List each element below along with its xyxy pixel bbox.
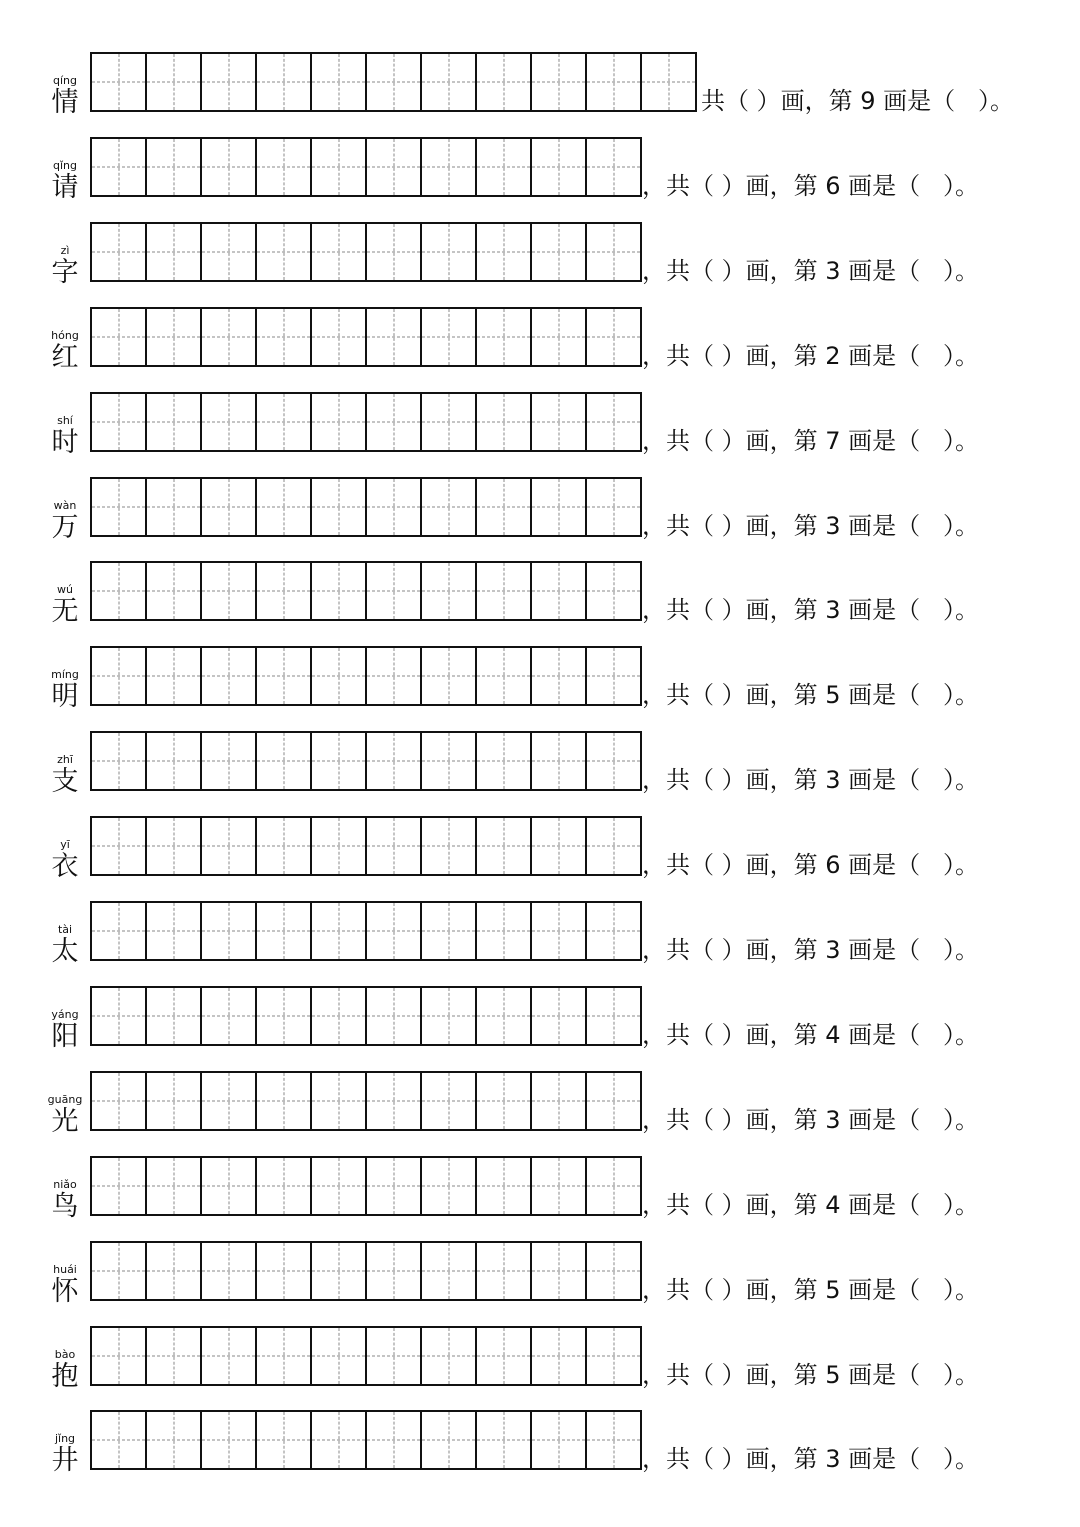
writing-cell[interactable] <box>532 1158 587 1214</box>
writing-cell[interactable] <box>477 648 532 704</box>
character-label <box>40 1410 90 1490</box>
writing-cell[interactable] <box>257 139 312 195</box>
writing-cell[interactable] <box>477 139 532 195</box>
writing-cell[interactable] <box>92 903 147 959</box>
worksheet-row <box>0 477 1080 557</box>
character-label <box>40 222 90 302</box>
pinyin-label: hóng <box>51 328 79 342</box>
hanzi-character: 井 <box>51 1445 79 1477</box>
worksheet-row <box>0 1241 1080 1321</box>
writing-cell[interactable] <box>367 1073 422 1129</box>
character-label <box>40 646 90 726</box>
writing-cell[interactable] <box>587 479 642 535</box>
character-label <box>40 731 90 811</box>
writing-cell[interactable] <box>477 479 532 535</box>
character-label <box>40 1326 90 1406</box>
writing-cell[interactable] <box>257 1412 312 1468</box>
writing-cell[interactable] <box>202 1412 257 1468</box>
writing-cell[interactable] <box>422 394 477 450</box>
writing-cell[interactable] <box>477 1243 532 1299</box>
writing-cell[interactable] <box>422 1158 477 1214</box>
writing-cell[interactable] <box>367 988 422 1044</box>
writing-cell[interactable] <box>202 139 257 195</box>
stroke-question: ，共（ ）画，第 7 画是（ ）。 <box>642 426 980 455</box>
writing-cell[interactable] <box>147 1412 202 1468</box>
writing-cell[interactable] <box>587 1412 642 1468</box>
writing-cell[interactable] <box>202 988 257 1044</box>
writing-cell[interactable] <box>147 394 202 450</box>
writing-grid <box>90 137 642 197</box>
character-label <box>40 986 90 1066</box>
writing-grid <box>90 1241 642 1301</box>
writing-cell[interactable] <box>477 563 532 619</box>
hanzi-character: 无 <box>51 596 79 628</box>
pinyin-label: yī <box>60 838 70 852</box>
writing-cell[interactable] <box>587 988 642 1044</box>
writing-cell[interactable] <box>532 1243 587 1299</box>
writing-cell[interactable] <box>477 309 532 365</box>
writing-cell[interactable] <box>532 54 587 110</box>
writing-cell[interactable] <box>422 54 477 110</box>
writing-cell[interactable] <box>477 818 532 874</box>
writing-cell[interactable] <box>147 1073 202 1129</box>
stroke-question: ，共（ ）画，第 3 画是（ ）。 <box>642 766 980 795</box>
writing-cell[interactable] <box>92 648 147 704</box>
writing-cell[interactable] <box>92 394 147 450</box>
writing-cell[interactable] <box>422 224 477 280</box>
writing-cell[interactable] <box>202 648 257 704</box>
writing-cell[interactable] <box>587 394 642 450</box>
writing-cell[interactable] <box>92 309 147 365</box>
writing-cell[interactable] <box>312 309 367 365</box>
worksheet-row <box>0 986 1080 1066</box>
hanzi-character: 抱 <box>51 1360 79 1392</box>
writing-cell[interactable] <box>92 1412 147 1468</box>
writing-cell[interactable] <box>422 139 477 195</box>
writing-cell[interactable] <box>202 309 257 365</box>
writing-cell[interactable] <box>422 1328 477 1384</box>
writing-cell[interactable] <box>587 1073 642 1129</box>
writing-cell[interactable] <box>147 309 202 365</box>
writing-cell[interactable] <box>642 54 697 110</box>
worksheet-row <box>0 1410 1080 1490</box>
pinyin-label: wàn <box>53 498 77 512</box>
writing-cell[interactable] <box>532 1412 587 1468</box>
writing-cell[interactable] <box>422 818 477 874</box>
writing-cell[interactable] <box>312 224 367 280</box>
writing-cell[interactable] <box>257 1328 312 1384</box>
writing-cell[interactable] <box>92 1243 147 1299</box>
writing-cell[interactable] <box>367 394 422 450</box>
writing-cell[interactable] <box>92 139 147 195</box>
hanzi-character: 红 <box>51 341 79 373</box>
writing-cell[interactable] <box>367 903 422 959</box>
character-label <box>40 561 90 641</box>
hanzi-character: 怀 <box>51 1275 79 1307</box>
writing-cell[interactable] <box>202 479 257 535</box>
writing-cell[interactable] <box>147 733 202 789</box>
writing-cell[interactable] <box>587 54 642 110</box>
writing-cell[interactable] <box>422 479 477 535</box>
writing-grid <box>90 646 642 706</box>
writing-cell[interactable] <box>257 988 312 1044</box>
writing-grid <box>90 561 642 621</box>
writing-grid <box>90 1326 642 1386</box>
writing-cell[interactable] <box>92 479 147 535</box>
writing-cell[interactable] <box>92 988 147 1044</box>
writing-cell[interactable] <box>532 394 587 450</box>
worksheet-row <box>0 1326 1080 1406</box>
character-label <box>40 1071 90 1151</box>
writing-cell[interactable] <box>532 1073 587 1129</box>
writing-cell[interactable] <box>532 988 587 1044</box>
character-label <box>40 1241 90 1321</box>
writing-cell[interactable] <box>202 1158 257 1214</box>
writing-cell[interactable] <box>422 563 477 619</box>
pinyin-label: huái <box>53 1262 77 1276</box>
worksheet-row <box>0 731 1080 811</box>
writing-cell[interactable] <box>202 54 257 110</box>
pinyin-label: qǐng <box>53 158 77 172</box>
character-label <box>40 392 90 472</box>
hanzi-character: 衣 <box>51 851 79 883</box>
writing-cell[interactable] <box>312 563 367 619</box>
stroke-question: ，共（ ）画，第 3 画是（ ）。 <box>642 256 980 285</box>
worksheet-row <box>0 52 1080 132</box>
writing-cell[interactable] <box>587 1243 642 1299</box>
stroke-question: ，共（ ）画，第 3 画是（ ）。 <box>642 1105 980 1134</box>
writing-cell[interactable] <box>312 733 367 789</box>
writing-cell[interactable] <box>587 648 642 704</box>
writing-cell[interactable] <box>532 563 587 619</box>
writing-cell[interactable] <box>202 903 257 959</box>
writing-cell[interactable] <box>477 1328 532 1384</box>
writing-cell[interactable] <box>202 394 257 450</box>
writing-cell[interactable] <box>312 54 367 110</box>
writing-grid <box>90 1156 642 1216</box>
character-label <box>40 1156 90 1236</box>
character-label <box>40 307 90 387</box>
writing-cell[interactable] <box>422 1243 477 1299</box>
writing-cell[interactable] <box>147 1243 202 1299</box>
writing-cell[interactable] <box>147 224 202 280</box>
writing-cell[interactable] <box>422 988 477 1044</box>
writing-cell[interactable] <box>587 139 642 195</box>
writing-cell[interactable] <box>367 1328 422 1384</box>
writing-cell[interactable] <box>202 563 257 619</box>
writing-grid <box>90 1410 642 1470</box>
stroke-question: ，共（ ）画，第 3 画是（ ）。 <box>642 511 980 540</box>
pinyin-label: qíng <box>53 74 77 87</box>
writing-cell[interactable] <box>257 479 312 535</box>
writing-cell[interactable] <box>532 733 587 789</box>
writing-cell[interactable] <box>147 139 202 195</box>
writing-cell[interactable] <box>92 1328 147 1384</box>
writing-cell[interactable] <box>257 1243 312 1299</box>
character-label <box>40 816 90 896</box>
writing-cell[interactable] <box>532 1328 587 1384</box>
writing-cell[interactable] <box>147 1158 202 1214</box>
writing-cell[interactable] <box>422 648 477 704</box>
stroke-question: 共（ ）画，第 9 画是（ ）。 <box>701 87 1015 115</box>
writing-cell[interactable] <box>587 733 642 789</box>
hanzi-character: 请 <box>51 171 79 203</box>
writing-cell[interactable] <box>477 1412 532 1468</box>
pinyin-label: yáng <box>51 1007 79 1021</box>
writing-cell[interactable] <box>367 139 422 195</box>
writing-cell[interactable] <box>477 1073 532 1129</box>
hanzi-character: 太 <box>51 936 79 967</box>
writing-cell[interactable] <box>257 733 312 789</box>
writing-cell[interactable] <box>477 988 532 1044</box>
stroke-question: ，共（ ）画，第 5 画是（ ）。 <box>642 681 980 710</box>
writing-cell[interactable] <box>312 1243 367 1299</box>
worksheet-row <box>0 646 1080 726</box>
writing-cell[interactable] <box>477 54 532 110</box>
writing-cell[interactable] <box>367 1412 422 1468</box>
stroke-question: ，共（ ）画，第 4 画是（ ）。 <box>642 1190 980 1219</box>
writing-cell[interactable] <box>367 648 422 704</box>
worksheet-row <box>0 307 1080 387</box>
writing-cell[interactable] <box>367 224 422 280</box>
worksheet-row <box>0 1156 1080 1236</box>
hanzi-character: 明 <box>51 681 79 713</box>
writing-cell[interactable] <box>92 54 147 110</box>
writing-cell[interactable] <box>92 818 147 874</box>
writing-cell[interactable] <box>257 224 312 280</box>
writing-cell[interactable] <box>257 648 312 704</box>
writing-cell[interactable] <box>367 733 422 789</box>
writing-cell[interactable] <box>312 903 367 959</box>
writing-cell[interactable] <box>147 818 202 874</box>
writing-cell[interactable] <box>202 818 257 874</box>
writing-cell[interactable] <box>147 648 202 704</box>
stroke-question: ，共（ ）画，第 4 画是（ ）。 <box>642 1020 980 1049</box>
writing-grid <box>90 392 642 452</box>
writing-grid <box>90 986 642 1046</box>
writing-cell[interactable] <box>422 733 477 789</box>
character-label <box>40 137 90 217</box>
writing-cell[interactable] <box>312 1073 367 1129</box>
writing-grid <box>90 477 642 537</box>
pinyin-label: wú <box>57 583 73 597</box>
writing-cell[interactable] <box>257 1073 312 1129</box>
worksheet-row <box>0 392 1080 472</box>
writing-grid <box>90 1071 642 1131</box>
writing-cell[interactable] <box>92 733 147 789</box>
hanzi-character: 情 <box>51 87 79 118</box>
writing-cell[interactable] <box>477 733 532 789</box>
stroke-question: ，共（ ）画，第 5 画是（ ）。 <box>642 1360 980 1389</box>
writing-cell[interactable] <box>257 1158 312 1214</box>
pinyin-label: míng <box>51 668 79 682</box>
writing-cell[interactable] <box>202 224 257 280</box>
writing-cell[interactable] <box>422 1073 477 1129</box>
writing-cell[interactable] <box>587 563 642 619</box>
writing-cell[interactable] <box>367 818 422 874</box>
writing-cell[interactable] <box>257 394 312 450</box>
writing-cell[interactable] <box>92 1158 147 1214</box>
writing-grid <box>90 901 642 961</box>
writing-cell[interactable] <box>312 394 367 450</box>
worksheet-row <box>0 901 1080 981</box>
worksheet-row <box>0 222 1080 302</box>
character-label <box>40 477 90 557</box>
worksheet-row <box>0 816 1080 896</box>
writing-cell[interactable] <box>257 563 312 619</box>
writing-cell[interactable] <box>532 903 587 959</box>
writing-grid <box>90 816 642 876</box>
hanzi-character: 万 <box>51 511 79 543</box>
writing-cell[interactable] <box>202 733 257 789</box>
pinyin-label: bào <box>54 1347 76 1361</box>
writing-cell[interactable] <box>312 1158 367 1214</box>
writing-cell[interactable] <box>587 224 642 280</box>
writing-cell[interactable] <box>367 309 422 365</box>
hanzi-character: 支 <box>51 766 79 798</box>
hanzi-character: 时 <box>51 426 79 458</box>
writing-cell[interactable] <box>147 903 202 959</box>
writing-cell[interactable] <box>477 224 532 280</box>
pinyin-label: zì <box>60 243 70 257</box>
stroke-question: ，共（ ）画，第 2 画是（ ）。 <box>642 341 980 370</box>
pinyin-label: niǎo <box>53 1177 77 1191</box>
writing-cell[interactable] <box>422 1412 477 1468</box>
worksheet-row <box>0 137 1080 217</box>
writing-cell[interactable] <box>532 648 587 704</box>
writing-cell[interactable] <box>147 988 202 1044</box>
writing-cell[interactable] <box>367 563 422 619</box>
hanzi-character: 阳 <box>51 1020 79 1052</box>
writing-cell[interactable] <box>367 1243 422 1299</box>
hanzi-character: 鸟 <box>51 1190 79 1222</box>
character-label <box>40 52 90 132</box>
hanzi-character: 字 <box>51 256 79 288</box>
writing-cell[interactable] <box>312 1328 367 1384</box>
writing-cell[interactable] <box>587 903 642 959</box>
writing-cell[interactable] <box>312 818 367 874</box>
writing-cell[interactable] <box>257 54 312 110</box>
writing-cell[interactable] <box>312 479 367 535</box>
writing-cell[interactable] <box>312 139 367 195</box>
hanzi-character: 光 <box>51 1105 79 1137</box>
writing-cell[interactable] <box>202 1328 257 1384</box>
writing-grid <box>90 222 642 282</box>
writing-cell[interactable] <box>202 1243 257 1299</box>
writing-cell[interactable] <box>312 1412 367 1468</box>
pinyin-label: guāng <box>47 1092 83 1106</box>
writing-cell[interactable] <box>147 479 202 535</box>
writing-cell[interactable] <box>147 54 202 110</box>
writing-cell[interactable] <box>257 309 312 365</box>
writing-cell[interactable] <box>367 479 422 535</box>
stroke-question: ，共（ ）画，第 3 画是（ ）。 <box>642 1445 980 1474</box>
writing-cell[interactable] <box>92 1073 147 1129</box>
writing-cell[interactable] <box>477 1158 532 1214</box>
writing-cell[interactable] <box>367 54 422 110</box>
writing-cell[interactable] <box>312 988 367 1044</box>
writing-cell[interactable] <box>257 818 312 874</box>
pinyin-label: shí <box>57 413 73 427</box>
stroke-question: ，共（ ）画，第 5 画是（ ）。 <box>642 1275 980 1304</box>
writing-cell[interactable] <box>477 394 532 450</box>
stroke-question: ，共（ ）画，第 6 画是（ ）。 <box>642 171 980 200</box>
writing-cell[interactable] <box>312 648 367 704</box>
character-label <box>40 901 90 981</box>
writing-cell[interactable] <box>92 224 147 280</box>
writing-cell[interactable] <box>532 479 587 535</box>
writing-cell[interactable] <box>92 563 147 619</box>
stroke-question: ，共（ ）画，第 3 画是（ ）。 <box>642 936 980 964</box>
writing-cell[interactable] <box>532 309 587 365</box>
writing-cell[interactable] <box>532 818 587 874</box>
pinyin-label: zhī <box>57 753 73 767</box>
writing-cell[interactable] <box>257 903 312 959</box>
stroke-question: ，共（ ）画，第 6 画是（ ）。 <box>642 851 980 880</box>
writing-cell[interactable] <box>367 1158 422 1214</box>
writing-cell[interactable] <box>422 903 477 959</box>
writing-grid <box>90 731 642 791</box>
writing-cell[interactable] <box>147 1328 202 1384</box>
writing-cell[interactable] <box>532 224 587 280</box>
writing-grid <box>90 307 642 367</box>
writing-cell[interactable] <box>587 1158 642 1214</box>
writing-cell[interactable] <box>477 903 532 959</box>
writing-cell[interactable] <box>147 563 202 619</box>
worksheet-row <box>0 1071 1080 1151</box>
writing-cell[interactable] <box>587 309 642 365</box>
pinyin-label: jǐng <box>54 1432 76 1446</box>
worksheet-row <box>0 561 1080 641</box>
writing-cell[interactable] <box>587 1328 642 1384</box>
writing-cell[interactable] <box>587 818 642 874</box>
writing-grid <box>90 52 697 112</box>
writing-cell[interactable] <box>202 1073 257 1129</box>
pinyin-label: tài <box>57 923 73 936</box>
writing-cell[interactable] <box>532 139 587 195</box>
stroke-question: ，共（ ）画，第 3 画是（ ）。 <box>642 596 980 625</box>
writing-cell[interactable] <box>422 309 477 365</box>
